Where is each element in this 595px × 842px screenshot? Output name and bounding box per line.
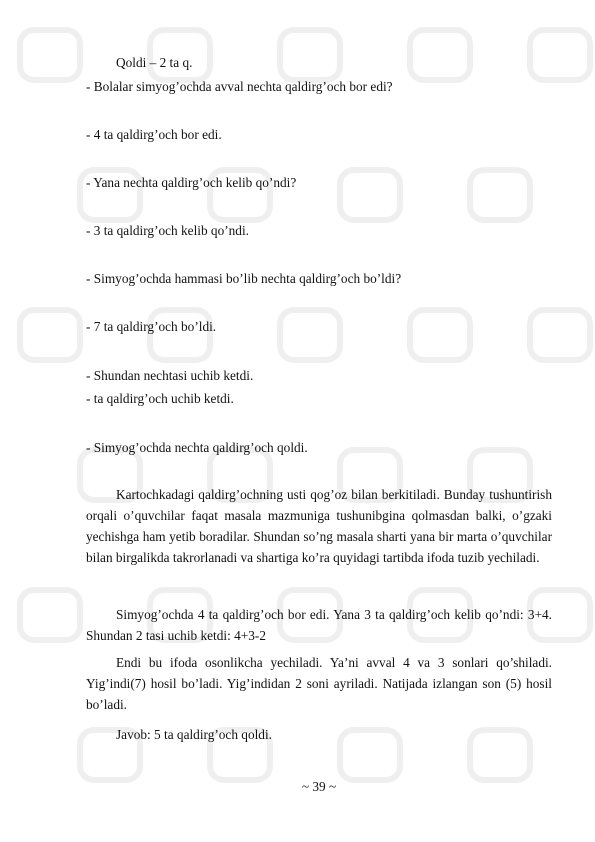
dialogue-question-5: - Simyog’ochda nechta qaldirg’och qoldi.: [86, 440, 308, 455]
document-page: [86, 0, 552, 842]
dialogue-question-4: - Shundan nechtasi uchib ketdi.: [86, 368, 254, 383]
page-number: ~ 39 ~: [301, 779, 337, 794]
body-paragraph-2: Simyog’ochda 4 ta qaldirg’och bor edi. Yana 3 ta qaldirg’och kelib qo’ndi: 3+4. Shundan 2 tasi uchib ketdi: 4+3-2: [86, 607, 552, 643]
dialogue-question-1: - Bolalar simyog’ochda avval nechta qaldirg’och bor edi?: [86, 79, 393, 94]
dialogue-answer-2: - 3 ta qaldirg’och kelib qo’ndi.: [86, 223, 249, 238]
dialogue-answer-4: - ta qaldirg’och uchib ketdi.: [86, 391, 234, 406]
remaining-line: Qoldi – 2 ta q.: [116, 55, 193, 70]
body-paragraph-3: Endi bu ifoda osonlikcha yechiladi. Ya’ni avval 4 va 3 sonlari qo’shiladi. Yig’indi(7) hosil bo’ladi. Yig’indidan 2 soni ayriladi. Natijada izlangan son (5) hosil bo’ladi.: [86, 655, 552, 712]
dialogue-question-3: - Simyog’ochda hammasi bo’lib nechta qaldirg’och bo’ldi?: [86, 271, 402, 286]
body-paragraph-4: Javob: 5 ta qaldirg’och qoldi.: [116, 727, 272, 742]
body-paragraph-1: Kartochkadagi qaldirg’ochning usti qog’oz bilan berkitiladi. Bunday tushuntirish orqali o’quvchilar faqat masala mazmuniga tushunibgina qolmasdan balki, o’gzaki yechishga ham yetib boradilar. Shundan so’ng masala sharti yana bir marta o’quvchilar bilan birgalikda takrorlanadi va shartiga ko’ra quyidagi tartibda ifoda tuzib yechiladi.: [86, 487, 552, 565]
dialogue-question-2: - Yana nechta qaldirg’och kelib qo’ndi?: [86, 175, 297, 190]
dialogue-answer-3: - 7 ta qaldirg’och bo’ldi.: [86, 319, 217, 334]
dialogue-answer-1: - 4 ta qaldirg’och bor edi.: [86, 127, 222, 142]
